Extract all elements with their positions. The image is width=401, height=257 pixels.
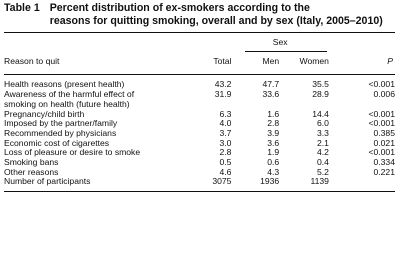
total-cell: 2.8 [219, 147, 232, 158]
total-cell: 0.5 [219, 157, 232, 168]
spanner-row [4, 33, 395, 51]
header-men: Men [231, 52, 279, 75]
table-title-line-2: reasons for quitting smoking, overall and by sex (Italy, 2005–2010) [49, 15, 383, 27]
men-cell: 0.6 [267, 157, 280, 168]
total-cell: 3.7 [219, 127, 232, 138]
men-cell: 1.9 [267, 147, 280, 158]
reason-cell: Imposed by the partner/family [4, 118, 118, 129]
p-cell: 0.385 [373, 127, 395, 138]
header-p: P [329, 52, 395, 75]
women-cell: 5.2 [316, 166, 329, 177]
men-cell: 47.7 [262, 79, 280, 90]
total-cell: 31.9 [214, 89, 232, 100]
reason-cell: Health reasons (present health) [4, 79, 125, 90]
p-cell: 0.006 [373, 89, 395, 100]
total-cell: 4.6 [219, 166, 232, 177]
men-cell: 4.3 [267, 166, 280, 177]
p-cell: 0.334 [373, 157, 395, 168]
reason-cell: Other reasons [4, 166, 59, 177]
table-row [4, 148, 395, 158]
women-cell: 14.4 [312, 108, 329, 119]
table-title [50, 2, 383, 28]
total-cell: 6.3 [219, 108, 232, 119]
data-table [4, 33, 395, 192]
reason-cell [4, 90, 193, 109]
men-cell: 1.6 [267, 108, 280, 119]
table-row [4, 90, 395, 109]
women-cell: 0.4 [316, 157, 329, 168]
women-cell: 6.0 [316, 118, 329, 129]
reason-cell: Economic cost of cigarettes [4, 137, 110, 148]
sex-spanner-label: Sex [272, 37, 288, 47]
men-cell: 3.6 [267, 137, 280, 148]
table-row-participants [4, 177, 395, 191]
p-cell: <0.001 [368, 147, 395, 158]
header-women: Women [279, 52, 329, 75]
p-cell: <0.001 [368, 108, 395, 119]
reason-cell: Recommended by physicians [4, 127, 117, 138]
total-cell: 43.2 [214, 79, 232, 90]
women-cell: 3.3 [316, 127, 329, 138]
women-cell: 2.1 [316, 137, 329, 148]
sex-spanner [231, 33, 328, 51]
spanner-underline [245, 51, 326, 52]
women-cell: 1139 [279, 177, 329, 191]
p-cell: <0.001 [368, 79, 395, 90]
table-title-line-1: Percent distribution of ex-smokers according to the [49, 2, 310, 14]
reason-cell: Number of participants [4, 177, 193, 191]
reason-cell: Loss of pleasure or desire to smoke [4, 147, 141, 158]
men-cell: 1936 [231, 177, 279, 191]
p-cell: 0.221 [373, 166, 395, 177]
p-cell: <0.001 [368, 118, 395, 129]
men-cell: 2.8 [267, 118, 280, 129]
men-cell: 33.6 [262, 89, 280, 100]
p-cell: 0.021 [373, 137, 395, 148]
reason-cell: Smoking bans [4, 157, 59, 168]
reason-cell: Pregnancy/child birth [4, 108, 85, 119]
table-caption [4, 2, 395, 28]
women-cell: 28.9 [312, 89, 329, 100]
total-cell: 3075 [193, 177, 232, 191]
p-cell [329, 177, 395, 191]
header-total: Total [193, 52, 232, 75]
header-reason: Reason to quit [4, 52, 193, 75]
total-cell: 4.0 [219, 118, 232, 129]
reason-line-2: smoking on health (future health) [4, 98, 130, 109]
table-row [4, 75, 395, 90]
men-cell: 3.9 [267, 127, 280, 138]
header-row [4, 52, 395, 75]
women-cell: 4.2 [316, 147, 329, 158]
reason-line-1: Awareness of the harmful effect of [4, 89, 135, 100]
total-cell: 3.0 [219, 137, 232, 148]
table-row [4, 158, 395, 168]
women-cell: 35.5 [312, 79, 329, 90]
table-label: Table 1 [4, 2, 40, 14]
